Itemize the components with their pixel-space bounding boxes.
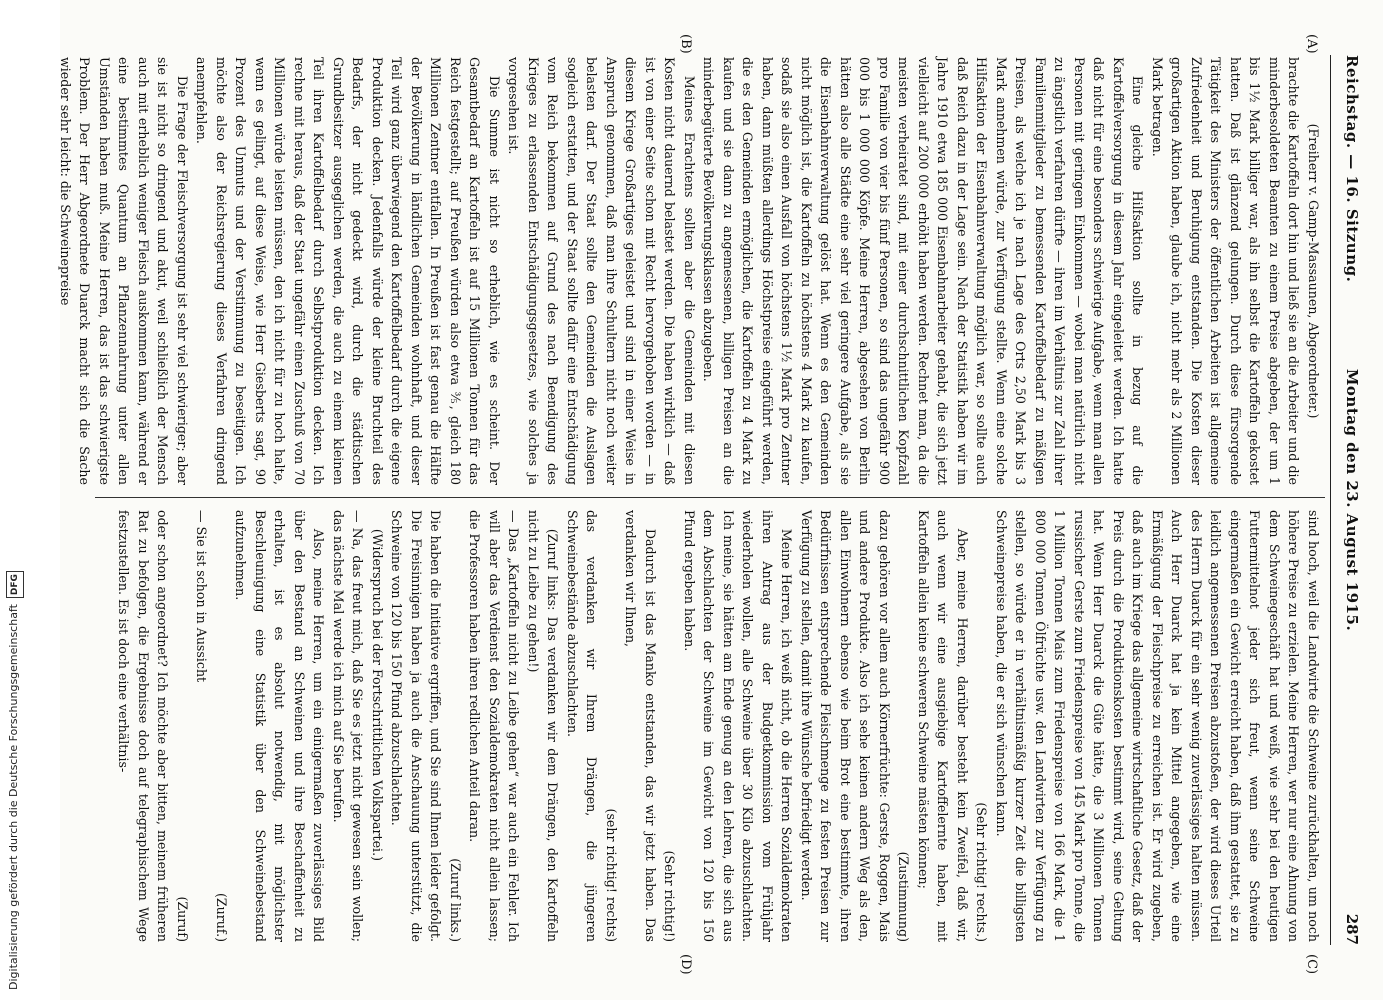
paragraph: — Na, das freut mich, daß Sie es jetzt nicht gewesen sein wollen; das nächste Mal werde ich mich auf Sie berufen.: [331, 510, 366, 942]
paragraph: Also, meine Herren, um ein einigermaßen zuverlässiges Bild über den Bestand an Schweinen und ihre Beschaffenheit zu erhalten, ist es absolut notwendig, mit möglichster Beschleunigung eine Statistik über den Schweinebestand aufzunehmen.: [233, 510, 327, 942]
paragraph: — Das „Kartoffeln nicht zu Leibe gehen“ war auch ein Fehler. Ich will aber das Verdienst den Sozialdemokraten nicht allein lassen; die Professoren haben ihren redlichen Anteil daran.: [467, 510, 522, 942]
paragraph: brachte die Kartoffeln dort hin und ließ sie an die Arbeiter und die minderbesoldeten Beamten zu einem Preise abgeben, der um 1 bis 1½ Mark billiger war, als ihn selbst die Kartoffeln gekostet hatten. Daß ist glänzend gelungen. Durch diese fürsorgende Tätigkeit des Ministers der öffentlichen Arbeiten ist allgemeine Zufriedenheit und Beruhigung entstanden. Die Kosten dieser großartigen Aktion haben, glaube ich, nicht mehr als 2 Millionen Mark betragen.: [1150, 57, 1302, 485]
paragraph: Meines Erachtens sollten aber die Gemeinden mit diesen Kosten nicht dauernd belastet werden. Die haben wirklich — daß ist von einer Seite schon mit Recht hervorgehoben worden — in diesem Kriege Großartiges geleistet und sind in einer Weise in Anspruch genommen, daß man ihre Schultern nicht noch weiter belasten darf. Der Staat sollte den Gemeinden die Auslagen sogleich erstatten, und der Staat sollte dafür eine Entschädigung vom Reich bekommen auf Grund des nach Beendigung des Krieges zu erlassenden Entschädigungsgesetzes, wie solches ja vorgesehen ist.: [506, 57, 697, 485]
interjection: (Zustimmung): [896, 851, 912, 942]
margin-marker-b: (B): [678, 34, 693, 54]
header-rule: [1330, 55, 1331, 945]
margin-marker-d: (D): [678, 954, 693, 975]
rotated-page-content: [60, 0, 1383, 1000]
footer-credit: [6, 5, 46, 990]
paragraph: (Zuruf links: Das verdanken wir dem Drängen, den Kartoffeln nicht zu Leibe zu gehen!): [526, 510, 561, 942]
header-left: Reichstag. — 16. Sitzung.: [1343, 55, 1361, 283]
column-divider: [95, 497, 1325, 498]
paragraph: Meine Herren, ich weiß nicht, ob die Herren Sozialdemokraten ihren Antrag aus der Budgetkommission vom Frühjahr wiederholen wollen, alle Schweine über 30 Kilo abzuschlachten. Ich meine, sie hätten am Ende genug an den Lehren, die sich aus dem Abschlachten der Schweine im Gewicht von 120 bis 150 Pfund ergeben haben.: [682, 510, 795, 942]
header-date: Montag den 23. August 1915.: [1343, 368, 1361, 632]
page-header: [1335, 55, 1365, 945]
interjection: (Zuruf): [175, 896, 190, 942]
interjection: (Sehr richtig!): [662, 850, 678, 942]
paragraph: Die haben die Initiative ergriffen, und Sie sind Ihnen leider gefolgt. Die Freisinnigen haben ja auch die Anschauung unterstützt, die Schweine von 120 bis 150 Pfund abzuschlachten.: [389, 510, 444, 942]
paragraph: Die Frage der Fleischversorgung ist sehr viel schwieriger; aber sie ist nicht so dringend und akut, weil schließlich der Mensch auch mit erheblich weniger Fleisch auskommen kann, während er eine bestimmtes Quantum an Pflanzennahrung unter allen Umständen haben muß. Meine Herren, das ist das schwierigste Problem. Der Herr Abgeordnete Duarck macht sich die Sache wieder sehr leicht: die Schweinepreise: [58, 57, 190, 485]
paragraph: sind hoch, weil die Landwirte die Schweine zurückhalten, um noch höhere Preise zu erzielen. Meine Herren, wer nur eine Ahnung von dem Schweinegeschäft hat und weiß, wie sehr bei den heutigen Futtermittelnot jeder sich freut, wenn seine Schweine eingermaßen ein Gewicht erreicht haben, daß ihm gestattet, sie zu leidlich angemessenen Preisen abzustoßen, der wird dieses Urteil des Herrn Duarck für ein sehr wenig zuverlässiges halten müssen. Auch Herr Duarck hat ja kein Mittel angegeben, wie eine Ermäßigung der Fleischpreise zu erreichen ist. Er wird zugeben, daß auch im Kriege das allgemeine wirtschaftliche Gesetz, daß der Preis durch die Produktionskosten bestimmt wird, seine Geltung hat. Wenn Herr Duarck die Güte hätte, die 3 Millionen Tonnen russischer Gerste zum Friedenspreise von 145 Mark pro Tonne, die 1 Million Tonnen Mais zum Friedenspreise von 166 Mark, die 1 800 000 Tonnen Ölfrüchte usw. den Landwirten zur Verfügung zu stellen, so würde er in verhältnismäßig kurzer Zeit die billigsten Schweinepreise haben, die er sich wünschen kann.: [994, 510, 1321, 943]
paragraph: oder schon angeordnet? Ich möchte aber bitten, meinem früheren Rat zu befolgen, die Ergebnisse doch auf telegraphischem Wege festzustellen. Es ist doch eine verhältnis-: [116, 510, 171, 942]
paragraph: dazu gehören vor allem auch Körnerfrüchte: Gerste, Roggen, Mais und andere Produkte. Also ich sehe keinen andern Weg als den, allen Einwohnern ebenso wie beim Brot eine bestimmte, ihren Bedürfnissen entsprechende Fleischmenge zu festen Preisen zur Verfügung zu stellen, damit ihre Wünsche befriedigt werden.: [799, 510, 892, 942]
interjection: (Sehr richtig! rechts.): [974, 802, 990, 942]
margin-marker-a: (A): [1304, 34, 1319, 54]
paragraph: Dadurch ist das Manko entstanden, das wir jetzt haben. Das verdanken wir Ihnen,: [623, 510, 658, 942]
footer-text: Digitalisierung gefördert durch die Deutsche Forschungsgemeinschaft: [7, 604, 20, 990]
paragraph: Die Summe ist nicht so erheblich, wie es scheint. Der Gesamtbedarf an Kartoffeln ist auf 15 Millionen Tonnen für das Reich festgestellt; auf Preußen würden also etwa ⅗, gleich 180 Millionen Zentner entfallen. In Preußen ist fast genau die Hälfte der Bevölkerung in ländlichen Gemeinden wohnhaft, und dieser Teil wird ganz überwiegend den Kartoffelbedarf durch die eigene Produktion decken. Jedenfalls würde der kleine Bruchteil des Bedarfs, der nicht gedeckt wird, durch die städtischen Grundbesitzer ausgeglichen werden, die auch zu einem kleinen Teil ihren Kartoffelbedarf durch Selbstproduktion decken. Ich rechne mit heraus, daß der Staat ungefähr einen Zuschuß von 70 Millionen würde leisten müssen, den ich nicht für zu hoch halte, wenn es gelingt, auf diese Weise, wie Herr Giesberts sagt, 90 Prozent des Unmuts und der Verstimmung zu beseitigen. Ich möchte also der Reichsregierung dieses Verfahren dringend anempfehlen.: [194, 57, 502, 485]
scanned-page: [60, 0, 1383, 1000]
page-number: 287: [1343, 913, 1361, 945]
interjection: (Zuruf links.): [448, 858, 463, 942]
right-column: [114, 510, 1323, 942]
interjection: (sehr richtig! rechts): [604, 808, 619, 942]
paragraph: das verdanken wir Ihrem Drängen, die jüngeren Schweinebestände abzuschlachten.: [565, 510, 600, 942]
paragraph: (Widerspruch bei der Fortschrittlichen Volkspartei.): [370, 528, 385, 861]
margin-marker-c: (C): [1304, 954, 1319, 975]
paragraph: Aber, meine Herren, darüber besteht kein Zweifel, daß wir, auch wenn wir eine ausgiebige Kartoffelernte haben, mit Kartoffeln allein keine schweren Schweine mästen können;: [916, 510, 970, 942]
dfg-logo: DFG: [6, 571, 24, 598]
paragraph: — Sie ist schon in Aussicht: [194, 510, 210, 683]
left-column: [56, 57, 1324, 485]
interjection: (Zuruf.): [214, 892, 229, 942]
paragraph: Eine gleiche Hilfsaktion sollte in bezug auf die Kartoffelversorgung in diesem Jahr eingeleitet werden. Ich hatte daß nicht für eine besonders schwierige Aufgabe, wenn man allen Personen mit geringem Einkommen — wobei man natürlich nicht zu ängstlich verfahren dürfte — ihren im Verhältnis zur Zahl ihrer Familienmitglieder zu bemessenden Kartoffelbedarf zu mäßigen Preisen, als welche ich je nach Lage des Orts 2,50 Mark bis 3 Mark annehmen würde, zur Verfügung stellte. Wenn eine solche Hilfsaktion der Eisenbahnverwaltung möglich war, so sollte auch daß Reich dazu in der Lage sein. Nach der Statistik haben wir im Jahre 1910 etwa 185 000 Eisenbahnarbeiter gehabt, die sich jetzt vielleicht auf 200 000 erhöht haben werden. Rechnet man, da die meisten verheiratet sind, mit einer durchschnittlichen Kopfzahl pro Familie von vier bis fünf Personen, so sind das ungefähr 900 000 bis 1 000 000 Köpfe. Meine Herren, abgesehen von Berlin hätten also alle Städte eine sehr viel geringere Aufgabe, als sie die Eisenbahnverwaltung gelöst hat. Wenn es den Gemeinden nicht möglich ist, die Kartoffeln zu höchstens 4 Mark zu kaufen, sodaß sie also einen Ausfall von höchstens 1½ Mark pro Zentner haben, dann müßten allerdings Höchstpreise eingeführt werden, die es den Gemeinden ermöglichen, die Kartoffeln zu 4 Mark zu kaufen und sie dann zu angemessenen, billigen Preisen an die minderbegüterte Bevölkerungsklassen abzugeben.: [701, 57, 1146, 485]
interjection: (Freiherr v. Gamp-Massaunen, Abgeordneter.): [1306, 123, 1321, 419]
